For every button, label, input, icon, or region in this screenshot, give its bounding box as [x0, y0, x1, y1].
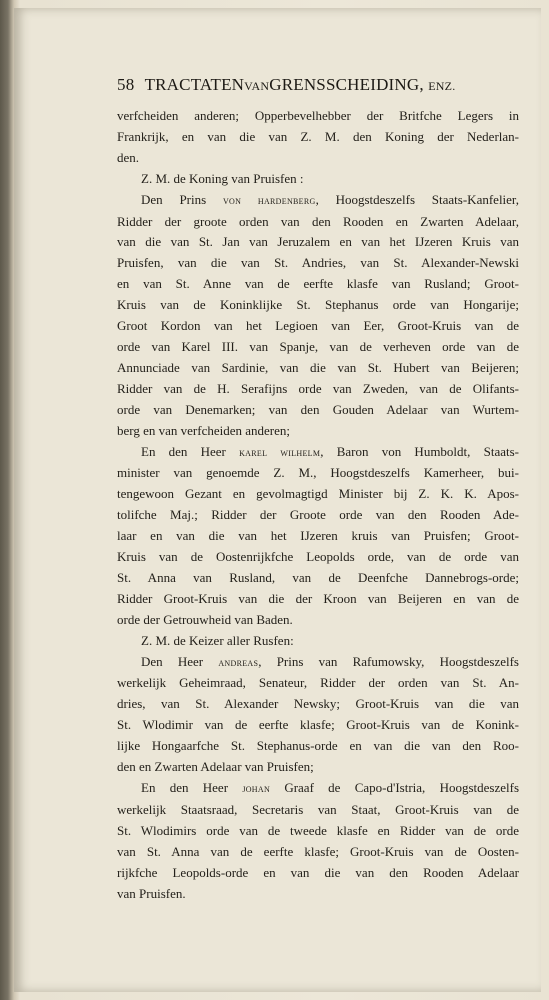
text-run: Ridder van de H. Serafijns orde van Zweden, van de Olifants-: [117, 380, 519, 396]
text-line: [117, 884, 519, 905]
text-run: En den Heer: [141, 443, 240, 459]
text-run: Groot Kordon van het Legioen van Eer, Groot-Kruis van de: [117, 318, 519, 334]
header-title-van: VAN: [244, 79, 270, 93]
text-run: orde der Getrouwheid van Baden.: [117, 611, 293, 627]
text-run: Graaf de Capo-d'Istria, Hoogstdeszelfs: [270, 780, 520, 795]
text-run: En den Heer: [141, 780, 243, 795]
text-run: lijke Hongaarfche St. Stephanus-orde en van die van den Roo-: [117, 738, 519, 754]
text-run: Ridder der groote orden van den Rooden en Zwarten Adelaar,: [117, 213, 519, 229]
text-line: [117, 337, 519, 358]
text-run: werkelijk Geheimraad, Senateur, Ridder der orden van St. An-: [117, 675, 519, 691]
text-run: Annunciade van Sardinie, van die van St. Hubert van Beijeren;: [117, 359, 519, 375]
text-line: [117, 715, 519, 736]
text-run: van die van St. Jan van Jeruzalem en van het IJzeren Kruis van: [117, 234, 519, 250]
text-line: [117, 505, 519, 526]
text-run: Pruisfen, van die van St. Andries, van St. Alexander-Newski: [117, 255, 519, 271]
text-run: rijkfche Leopolds-orde en van die van den Rooden Adelaar: [117, 864, 519, 880]
text-run: orde van Karel III. van Spanje, van de verheven orde van de: [117, 338, 519, 354]
text-line: [117, 800, 519, 821]
text-line: [117, 694, 519, 715]
text-run: Z. M. de Keizer aller Rusfen:: [141, 632, 294, 648]
small-caps-name: andreas: [218, 656, 259, 669]
small-caps-name: karel wilhelm: [239, 446, 321, 459]
text-run: , Baron von Humboldt, Staats-: [320, 443, 519, 459]
small-caps-name: von hardenberg: [222, 194, 316, 207]
header-title-main: TRACTATEN: [144, 75, 245, 94]
text-line: [117, 295, 519, 316]
text-run: tengewoon Gezant en gevolmagtigd Minister bij Z. K. K. Apos-: [117, 486, 519, 502]
text-line: [117, 757, 519, 778]
text-line: [117, 863, 519, 884]
header-title-rest: GRENSSCHEIDING,: [269, 75, 424, 94]
text-line: [117, 212, 519, 233]
text-run: en van St. Anne van de eerfte klasfe van Rusland; Groot-: [117, 276, 519, 292]
page-number: 58: [117, 75, 135, 94]
text-run: Den Prins: [141, 191, 223, 207]
text-run: Kruis van de Oostenrijkfche Leopolds orde, van de orde van: [117, 549, 519, 565]
text-line: [117, 400, 519, 421]
text-line: [117, 379, 519, 400]
text-run: verfcheiden anderen; Opperbevelhebber der Britfche Legers in: [117, 108, 519, 123]
text-line: [117, 316, 519, 337]
text-run: St. Wlodimirs orde van de tweede klasfe en Ridder van de orde: [117, 822, 519, 838]
header-enz: ENZ.: [428, 79, 456, 93]
text-run: Ridder Groot-Kruis van die der Kroon van Beijeren en van de: [117, 590, 519, 606]
text-run: laar en van die van het IJzeren kruis van Pruisfen; Groot-: [117, 528, 519, 544]
text-run: van St. Anna van de eerfte klasfe; Groot-Kruis van de Oosten-: [117, 843, 519, 859]
small-caps-name: johan: [242, 783, 271, 795]
running-header: [117, 75, 517, 95]
text-line: [117, 274, 519, 295]
text-run: werkelijk Staatsraad, Secretaris van Staat, Groot-Kruis van de: [117, 801, 519, 817]
text-run: minister van genoemde Z. M., Hoogstdeszelfs Kamerheer, bui-: [117, 465, 519, 481]
text-run: , Hoogstdeszelfs Staats-Kanfelier,: [315, 191, 519, 207]
text-run: , Prins van Rafumowsky, Hoogstdeszelfs: [258, 653, 519, 669]
body-text: [117, 106, 519, 904]
text-run: Kruis van de Koninklijke St. Stephanus orde van Hongarije;: [117, 297, 519, 313]
text-line: [117, 842, 519, 863]
text-line: [117, 526, 519, 547]
text-run: Frankrijk, en van die van Z. M. den Koning der Nederlan-: [117, 128, 519, 144]
text-line: [117, 631, 519, 652]
text-line: [117, 190, 519, 212]
text-run: orde van Denemarken; van den Gouden Adelaar van Wurtem-: [117, 401, 519, 417]
text-run: Z. M. de Koning van Pruisfen :: [141, 170, 304, 186]
text-run: St. Anna van Rusland, van de Deenfche Dannebrogs-orde;: [117, 569, 519, 585]
text-run: St. Wlodimir van de eerfte klasfe; Groot-Kruis van de Konink-: [117, 717, 519, 733]
text-line: [117, 253, 519, 274]
text-line: [117, 610, 519, 631]
text-line: [117, 673, 519, 694]
text-line: [117, 442, 519, 464]
text-line: [117, 821, 519, 842]
text-run: dries, van St. Alexander Newsky; Groot-Kruis van die van: [117, 696, 519, 712]
text-run: tolifche Maj.; Ridder der Groote orde van den Rooden Ade-: [117, 507, 519, 523]
text-line: [117, 589, 519, 610]
text-line: [117, 169, 519, 190]
text-run: den en Zwarten Adelaar van Pruisfen;: [117, 759, 314, 775]
text-line: [117, 547, 519, 568]
text-run: berg en van verfcheiden anderen;: [117, 422, 291, 438]
text-line: [117, 127, 519, 148]
text-line: [117, 358, 519, 379]
text-line: [117, 232, 519, 253]
text-line: [117, 463, 519, 484]
text-run: Den Heer: [141, 653, 219, 669]
text-line: [117, 652, 519, 674]
text-line: [117, 736, 519, 757]
text-line: [117, 778, 519, 800]
text-line: [117, 148, 519, 169]
text-line: [117, 568, 519, 589]
text-line: [117, 484, 519, 505]
text-line: [117, 106, 519, 127]
text-run: den.: [117, 149, 140, 165]
text-line: [117, 421, 519, 442]
text-run: van Pruisfen.: [117, 885, 186, 901]
